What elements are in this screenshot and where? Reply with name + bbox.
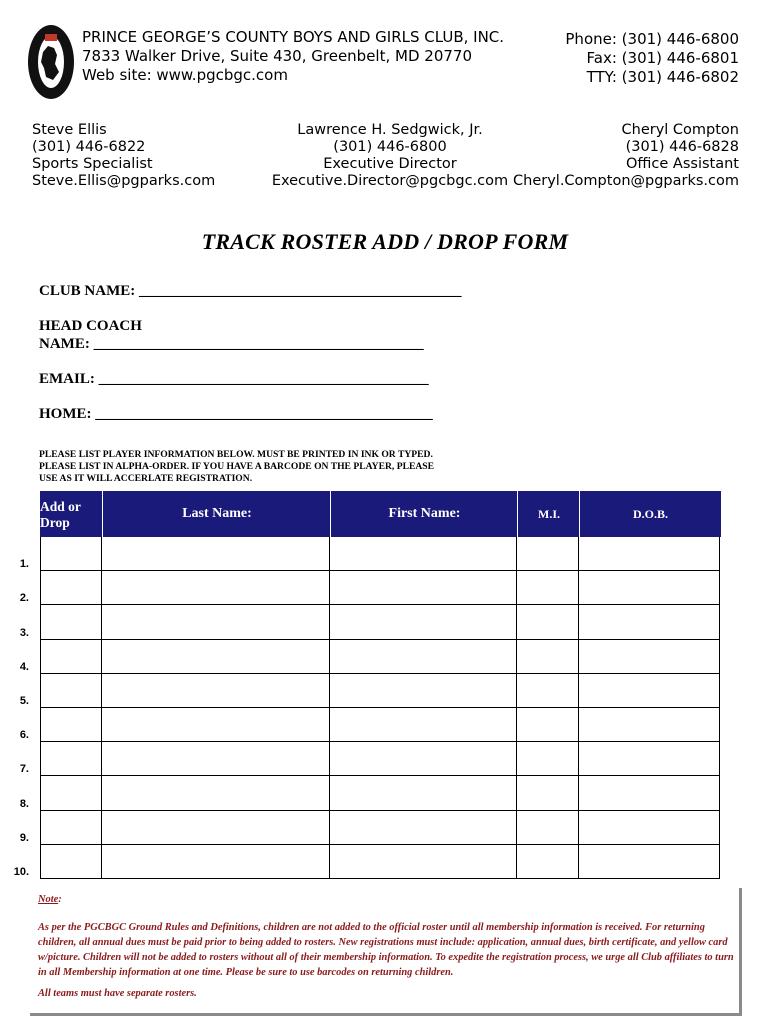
staff-title: Office Assistant [626, 156, 739, 172]
table-cell[interactable] [40, 571, 102, 605]
email-field[interactable]: EMAIL: ____________________________________________ [39, 371, 429, 387]
org-website: Web site: www.pgcbgc.com [82, 66, 288, 84]
table-cell[interactable] [517, 845, 579, 879]
note-label-colon: : [58, 894, 62, 905]
table-cell[interactable] [330, 708, 517, 742]
table-cell[interactable] [517, 742, 579, 776]
table-cell[interactable] [579, 537, 720, 571]
table-cell[interactable] [40, 776, 102, 810]
row-number: 2. [19, 592, 29, 605]
table-cell[interactable] [102, 674, 330, 708]
club-name-field[interactable]: CLUB NAME: ___________________________________________ [39, 283, 462, 299]
header-mi: M.I. [517, 491, 580, 537]
head-coach-label: HEAD COACH [39, 318, 142, 334]
table-cell[interactable] [579, 742, 720, 776]
note-label-text: Note [38, 894, 59, 905]
table-cell[interactable] [517, 571, 579, 605]
table-cell[interactable] [330, 571, 517, 605]
table-cell[interactable] [330, 742, 517, 776]
row-number: 3. [19, 626, 29, 639]
table-cell[interactable] [102, 742, 330, 776]
header-add-drop [40, 491, 102, 537]
org-name: PRINCE GEORGE’S COUNTY BOYS AND GIRLS CLUB, INC. [82, 28, 505, 46]
table-cell[interactable] [102, 776, 330, 810]
table-cell[interactable] [40, 845, 102, 879]
table-cell[interactable] [102, 708, 330, 742]
row-number: 10. [13, 866, 29, 878]
table-cell[interactable] [517, 708, 579, 742]
note-box [30, 888, 742, 1016]
staff-email: Steve.Ellis@pgparks.com [32, 173, 216, 189]
row-number: 8. [19, 797, 29, 810]
table-cell[interactable] [517, 537, 579, 571]
staff-title: Sports Specialist [32, 156, 153, 172]
row-number: 5. [19, 695, 29, 707]
table-cell[interactable] [517, 776, 579, 810]
club-logo [26, 22, 76, 102]
staff-name: Lawrence H. Sedgwick, Jr. [297, 122, 483, 138]
table-cell[interactable] [330, 640, 517, 674]
staff-left [32, 122, 215, 190]
table-cell[interactable] [102, 811, 330, 845]
table-cell[interactable] [579, 708, 720, 742]
org-fax: Fax: (301) 446-6801 [586, 49, 739, 67]
staff-title: Executive Director [323, 156, 457, 172]
table-cell[interactable] [40, 537, 102, 571]
row-number: 4. [19, 660, 29, 673]
header-add-drop-label: Add or Drop [40, 499, 81, 530]
header-dob: D.O.B. [579, 491, 721, 537]
coach-name-field[interactable]: NAME: ____________________________________________ [39, 336, 424, 352]
table-cell[interactable] [330, 537, 517, 571]
table-cell[interactable] [517, 605, 579, 639]
org-phone: Phone: (301) 446-6800 [565, 30, 739, 48]
note-body: As per the PGCBGC Ground Rules and Definitions, children are not added to the official roster until all membership information is received. For returning children, all annual dues must be paid prior to being added to rosters. New registrations must include: application, annual dues, birth certificate, and yellow card w/picture. Children will not be added to rosters without all of their membership information. To expedite the registration process, we urge all Club affiliates to turn in all Membership information at one time. Please be sure to use barcodes on returning children. [38, 922, 734, 978]
table-cell[interactable] [102, 537, 330, 571]
table-cell[interactable] [579, 640, 720, 674]
table-cell[interactable] [579, 811, 720, 845]
staff-phone: (301) 446-6828 [625, 139, 739, 155]
table-cell[interactable] [579, 845, 720, 879]
header-last-name: Last Name: [102, 491, 331, 537]
table-cell[interactable] [40, 742, 102, 776]
row-number: 6. [19, 729, 29, 742]
roster-table [40, 491, 720, 879]
table-cell[interactable] [517, 811, 579, 845]
staff-email: Cheryl.Compton@pgparks.com [513, 173, 739, 189]
row-number: 9. [19, 831, 29, 844]
table-cell[interactable] [102, 640, 330, 674]
table-cell[interactable] [330, 845, 517, 879]
staff-name: Cheryl Compton [621, 122, 739, 138]
note-footer: All teams must have separate rosters. [38, 988, 197, 999]
table-cell[interactable] [330, 811, 517, 845]
instructions-text: PLEASE LIST PLAYER INFORMATION BELOW. MUST BE PRINTED IN INK OR TYPED. PLEASE LIST IN ALPHA-ORDER. IF YOU HAVE A BARCODE ON THE PLAYER, PLEASE USE AS IT WILL ACCERLATE REGISTRATION. [39, 449, 435, 484]
org-tty: TTY: (301) 446-6802 [586, 68, 739, 86]
table-cell[interactable] [517, 674, 579, 708]
note-label [38, 892, 62, 907]
table-cell[interactable] [330, 605, 517, 639]
header-first-name: First Name: [330, 491, 518, 537]
table-cell[interactable] [40, 708, 102, 742]
table-cell[interactable] [40, 640, 102, 674]
table-cell[interactable] [579, 776, 720, 810]
row-number: 1. [19, 558, 29, 571]
staff-right [513, 122, 739, 190]
table-cell[interactable] [330, 776, 517, 810]
table-cell[interactable] [579, 674, 720, 708]
table-cell[interactable] [102, 571, 330, 605]
staff-phone: (301) 446-6822 [32, 139, 146, 155]
table-cell[interactable] [102, 605, 330, 639]
staff-phone: (301) 446-6800 [333, 139, 447, 155]
table-cell[interactable] [102, 845, 330, 879]
row-number: 7. [19, 763, 29, 776]
table-cell[interactable] [579, 571, 720, 605]
staff-center [240, 122, 540, 190]
staff-name: Steve Ellis [32, 122, 107, 138]
table-cell[interactable] [40, 605, 102, 639]
table-cell[interactable] [517, 640, 579, 674]
home-field[interactable]: HOME: _____________________________________________ [39, 406, 433, 422]
table-cell[interactable] [330, 674, 517, 708]
table-cell[interactable] [40, 811, 102, 845]
staff-email: Executive.Director@pgcbgc.com [271, 173, 509, 189]
form-title: TRACK ROSTER ADD / DROP FORM [201, 229, 569, 254]
org-address: 7833 Walker Drive, Suite 430, Greenbelt, MD 20770 [82, 47, 472, 65]
table-cell[interactable] [579, 605, 720, 639]
table-cell[interactable] [40, 674, 102, 708]
